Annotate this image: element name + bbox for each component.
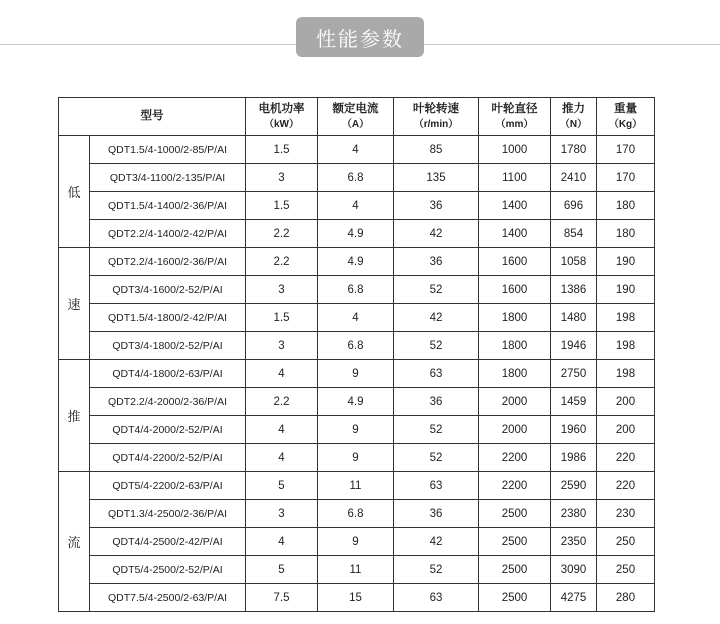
cell-power: 3	[246, 332, 318, 360]
cell-speed: 42	[394, 528, 479, 556]
cell-speed: 52	[394, 332, 479, 360]
cell-speed: 135	[394, 164, 479, 192]
table-row	[59, 164, 655, 192]
table-row	[59, 136, 655, 164]
cell-power: 3	[246, 500, 318, 528]
cell-diameter: 1000	[479, 136, 551, 164]
cell-thrust: 2750	[551, 360, 597, 388]
cell-model: QDT4/4-2000/2-52/P/AI	[90, 416, 246, 444]
cell-diameter: 1800	[479, 360, 551, 388]
cell-speed: 52	[394, 556, 479, 584]
cell-thrust: 1058	[551, 248, 597, 276]
cell-thrust: 2590	[551, 472, 597, 500]
cell-weight: 198	[597, 360, 655, 388]
cell-diameter: 2200	[479, 472, 551, 500]
cell-power: 4	[246, 528, 318, 556]
cell-power: 2.2	[246, 248, 318, 276]
table-row	[59, 248, 655, 276]
cell-current: 9	[318, 444, 394, 472]
cell-weight: 220	[597, 472, 655, 500]
cell-thrust: 1480	[551, 304, 597, 332]
cell-power: 1.5	[246, 304, 318, 332]
cell-speed: 36	[394, 500, 479, 528]
table-row	[59, 584, 655, 612]
cell-speed: 63	[394, 584, 479, 612]
header-model: 型号	[59, 98, 246, 136]
cell-speed: 52	[394, 416, 479, 444]
cell-diameter: 1100	[479, 164, 551, 192]
cell-thrust: 1386	[551, 276, 597, 304]
cell-diameter: 1800	[479, 332, 551, 360]
header-power-unit: （kW）	[264, 118, 299, 130]
cell-power: 4	[246, 416, 318, 444]
cell-thrust: 1986	[551, 444, 597, 472]
table-row	[59, 556, 655, 584]
table-row	[59, 220, 655, 248]
cell-weight: 200	[597, 388, 655, 416]
cell-speed: 36	[394, 192, 479, 220]
table-row	[59, 500, 655, 528]
header-thrust-label: 推力	[562, 102, 585, 115]
cell-speed: 42	[394, 220, 479, 248]
cell-power: 4	[246, 360, 318, 388]
cell-thrust: 2380	[551, 500, 597, 528]
performance-table	[58, 97, 655, 612]
cell-speed: 42	[394, 304, 479, 332]
cell-weight: 250	[597, 528, 655, 556]
group-label: 速	[59, 248, 90, 360]
cell-speed: 85	[394, 136, 479, 164]
cell-weight: 170	[597, 164, 655, 192]
cell-model: QDT1.5/4-1000/2-85/P/AI	[90, 136, 246, 164]
cell-current: 11	[318, 556, 394, 584]
cell-model: QDT5/4-2500/2-52/P/AI	[90, 556, 246, 584]
cell-current: 11	[318, 472, 394, 500]
cell-diameter: 1400	[479, 192, 551, 220]
cell-diameter: 2000	[479, 416, 551, 444]
divider-right	[424, 44, 720, 45]
table-row	[59, 472, 655, 500]
cell-model: QDT2.2/4-1600/2-36/P/AI	[90, 248, 246, 276]
cell-model: QDT4/4-2500/2-42/P/AI	[90, 528, 246, 556]
header-current	[318, 98, 394, 136]
cell-speed: 36	[394, 388, 479, 416]
cell-thrust: 2350	[551, 528, 597, 556]
cell-weight: 180	[597, 220, 655, 248]
table-row	[59, 276, 655, 304]
cell-diameter: 2500	[479, 528, 551, 556]
group-label: 低	[59, 136, 90, 248]
cell-current: 9	[318, 416, 394, 444]
header-speed-unit: （r/min）	[413, 118, 459, 130]
cell-diameter: 2500	[479, 556, 551, 584]
table-row	[59, 444, 655, 472]
header-weight-unit: （Kg）	[608, 118, 643, 130]
cell-power: 1.5	[246, 192, 318, 220]
header-diameter-label: 叶轮直径	[491, 102, 538, 115]
cell-speed: 63	[394, 472, 479, 500]
header-weight-label: 重量	[614, 102, 637, 115]
cell-diameter: 2500	[479, 584, 551, 612]
cell-power: 4	[246, 444, 318, 472]
cell-current: 4.9	[318, 248, 394, 276]
cell-thrust: 3090	[551, 556, 597, 584]
cell-weight: 220	[597, 444, 655, 472]
cell-weight: 198	[597, 304, 655, 332]
cell-diameter: 1600	[479, 276, 551, 304]
cell-diameter: 1800	[479, 304, 551, 332]
cell-current: 4.9	[318, 388, 394, 416]
cell-diameter: 2200	[479, 444, 551, 472]
cell-power: 1.5	[246, 136, 318, 164]
cell-power: 2.2	[246, 220, 318, 248]
cell-current: 4	[318, 192, 394, 220]
table-row	[59, 388, 655, 416]
cell-current: 4	[318, 136, 394, 164]
cell-power: 3	[246, 276, 318, 304]
cell-weight: 280	[597, 584, 655, 612]
cell-weight: 170	[597, 136, 655, 164]
group-label: 流	[59, 472, 90, 612]
cell-thrust: 1780	[551, 136, 597, 164]
cell-power: 5	[246, 472, 318, 500]
cell-power: 5	[246, 556, 318, 584]
header-weight	[597, 98, 655, 136]
cell-speed: 52	[394, 276, 479, 304]
header-thrust-unit: （N）	[559, 118, 588, 130]
header-power-label: 电机功率	[258, 102, 305, 115]
cell-current: 4	[318, 304, 394, 332]
cell-current: 9	[318, 360, 394, 388]
header-speed-label: 叶轮转速	[413, 102, 459, 115]
header-thrust	[551, 98, 597, 136]
cell-current: 6.8	[318, 500, 394, 528]
cell-weight: 200	[597, 416, 655, 444]
cell-thrust: 1946	[551, 332, 597, 360]
cell-model: QDT1.5/4-1400/2-36/P/AI	[90, 192, 246, 220]
cell-weight: 198	[597, 332, 655, 360]
cell-current: 4.9	[318, 220, 394, 248]
header-current-label: 额定电流	[332, 102, 379, 115]
cell-power: 2.2	[246, 388, 318, 416]
table-row	[59, 192, 655, 220]
cell-model: QDT3/4-1100/2-135/P/AI	[90, 164, 246, 192]
cell-thrust: 4275	[551, 584, 597, 612]
cell-current: 9	[318, 528, 394, 556]
cell-model: QDT4/4-2200/2-52/P/AI	[90, 444, 246, 472]
cell-thrust: 854	[551, 220, 597, 248]
cell-model: QDT5/4-2200/2-63/P/AI	[90, 472, 246, 500]
cell-thrust: 2410	[551, 164, 597, 192]
cell-weight: 190	[597, 248, 655, 276]
cell-thrust: 696	[551, 192, 597, 220]
header-diameter-unit: （mm）	[495, 118, 534, 130]
header-speed	[394, 98, 479, 136]
table-row	[59, 360, 655, 388]
cell-power: 3	[246, 164, 318, 192]
table-body	[59, 136, 655, 612]
group-label: 推	[59, 360, 90, 472]
cell-diameter: 1400	[479, 220, 551, 248]
cell-current: 15	[318, 584, 394, 612]
cell-model: QDT3/4-1800/2-52/P/AI	[90, 332, 246, 360]
divider-left	[0, 44, 296, 45]
header-current-unit: （A）	[341, 118, 370, 130]
cell-current: 6.8	[318, 276, 394, 304]
cell-speed: 63	[394, 360, 479, 388]
table-row	[59, 416, 655, 444]
cell-diameter: 2500	[479, 500, 551, 528]
cell-thrust: 1459	[551, 388, 597, 416]
cell-weight: 230	[597, 500, 655, 528]
header-diameter	[479, 98, 551, 136]
cell-weight: 250	[597, 556, 655, 584]
cell-current: 6.8	[318, 332, 394, 360]
cell-model: QDT1.5/4-1800/2-42/P/AI	[90, 304, 246, 332]
table-header	[59, 98, 655, 136]
table-row	[59, 528, 655, 556]
cell-diameter: 1600	[479, 248, 551, 276]
cell-power: 7.5	[246, 584, 318, 612]
cell-diameter: 2000	[479, 388, 551, 416]
table-row	[59, 304, 655, 332]
header-power	[246, 98, 318, 136]
cell-model: QDT4/4-1800/2-63/P/AI	[90, 360, 246, 388]
cell-model: QDT1.3/4-2500/2-36/P/AI	[90, 500, 246, 528]
cell-weight: 190	[597, 276, 655, 304]
cell-model: QDT2.2/4-2000/2-36/P/AI	[90, 388, 246, 416]
page-title: 性能参数	[296, 17, 424, 57]
cell-model: QDT7.5/4-2500/2-63/P/AI	[90, 584, 246, 612]
cell-model: QDT3/4-1600/2-52/P/AI	[90, 276, 246, 304]
table-row	[59, 332, 655, 360]
cell-weight: 180	[597, 192, 655, 220]
cell-thrust: 1960	[551, 416, 597, 444]
cell-current: 6.8	[318, 164, 394, 192]
cell-speed: 36	[394, 248, 479, 276]
cell-speed: 52	[394, 444, 479, 472]
cell-model: QDT2.2/4-1400/2-42/P/AI	[90, 220, 246, 248]
